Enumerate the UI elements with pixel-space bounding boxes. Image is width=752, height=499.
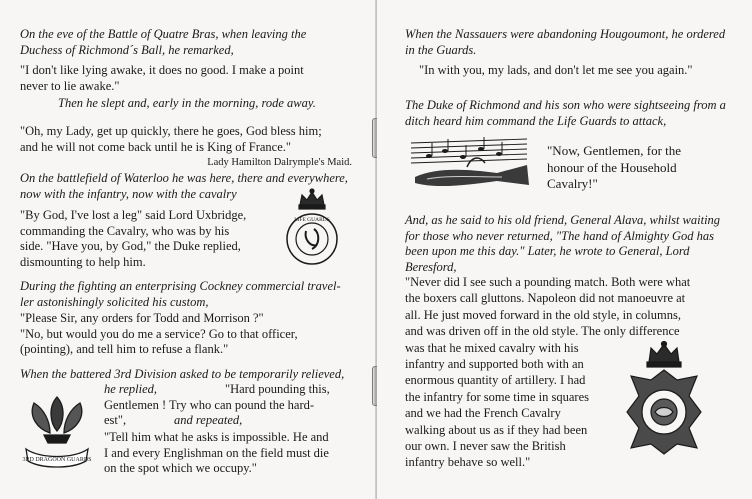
household-quote: "Now, Gentlemen, for the honour of the Household Cavalry!" (547, 143, 682, 191)
hard-pounding-line-3: est", (104, 413, 127, 427)
life-guards-badge-icon (284, 187, 340, 271)
svg-text:LIFE GUARDS: LIFE GUARDS (294, 217, 330, 223)
impossible-quote: "Tell him what he asks is impossible. He and I and every Englishman on the field must die on the spot which we occupy." (104, 430, 329, 476)
slept-note: Then he slept and, early in the morning, rode away. (58, 96, 316, 110)
uxbridge-quote: "By God, I've lost a leg" said Lord Uxbridge, commanding the Cavalry, who was by his side. "Have you, by God," the Duke replied, dismounting to help him. (20, 208, 247, 269)
third-division-intro: When the battered 3rd Division asked to be temporarily relieved, (20, 367, 345, 381)
alava-intro: And, as he said to his old friend, General Alava, whilst waiting for those who never returned, "The hand of Almighty God has been upon me this day." Later, he wrote to General, Lord Beresford, (405, 213, 721, 274)
nassauers-quote: "In with you, my lads, and don't let me see you again." (419, 63, 693, 77)
nassauers-intro: When the Nassauers were abandoning Hougoumont, he ordered in the Guards. (405, 27, 726, 57)
pounding-match-quote: "Never did I see such a pounding match. Both were what the boxers call gluttons. Napoleon did not manoeuvre at all. He just moved forward in the old style, in columns, and was driven off in the old style. The only difference was that he mixed cavalry with his infantry and supported both with an enormous quantity of artillery. I had the infantry for some time in squares and we had the French Cavalry walking about us as if they had been our own. I never saw the British infantry behave so well." (405, 275, 691, 470)
right-page (377, 0, 752, 499)
my-lady-quote: "Oh, my Lady, get up quickly, there he goes, God bless him; and he will not come back until he is King of France." (20, 124, 322, 154)
waterloo-intro: On the battlefield of Waterloo he was here, there and everywhere, now with the infantry, now with the cavalry (20, 171, 348, 201)
crown-cross-badge-icon (619, 340, 709, 458)
hard-pounding-line-2: Gentlemen ! Try who can pound the hard- (104, 398, 315, 412)
left-page (0, 0, 375, 499)
quatre-bras-intro: On the eve of the Battle of Quatre Bras, when leaving the Duchess of Richmond´s Ball, he remarked, (20, 27, 307, 57)
he-replied: he replied, (104, 382, 157, 396)
hard-pounding-line-1: "Hard pounding this, (225, 382, 330, 396)
music-trumpet-illustration-icon (407, 137, 537, 195)
richmond-intro: The Duke of Richmond and his son who were sightseeing from a ditch heard him command the Life Guards to attack, (405, 98, 726, 128)
dragoon-guards-badge-icon (20, 393, 94, 473)
maid-attribution: Lady Hamilton Dalrymple's Maid. (207, 157, 352, 168)
cockney-intro: During the fighting an enterprising Cockney commercial travel- ler astonishingly solicited his custom, (20, 279, 341, 309)
svg-text:3RD DRAGOON GUARDS: 3RD DRAGOON GUARDS (22, 457, 92, 463)
and-repeated: and repeated, (174, 413, 243, 427)
lying-awake-quote: "I don't like lying awake, it does no good. I make a point never to lie awake." (20, 63, 304, 93)
cockney-quote: "Please Sir, any orders for Todd and Morrison ?" "No, but would you do me a service? Go to that officer, (pointing), and tell him to refuse a flank." (20, 311, 298, 357)
